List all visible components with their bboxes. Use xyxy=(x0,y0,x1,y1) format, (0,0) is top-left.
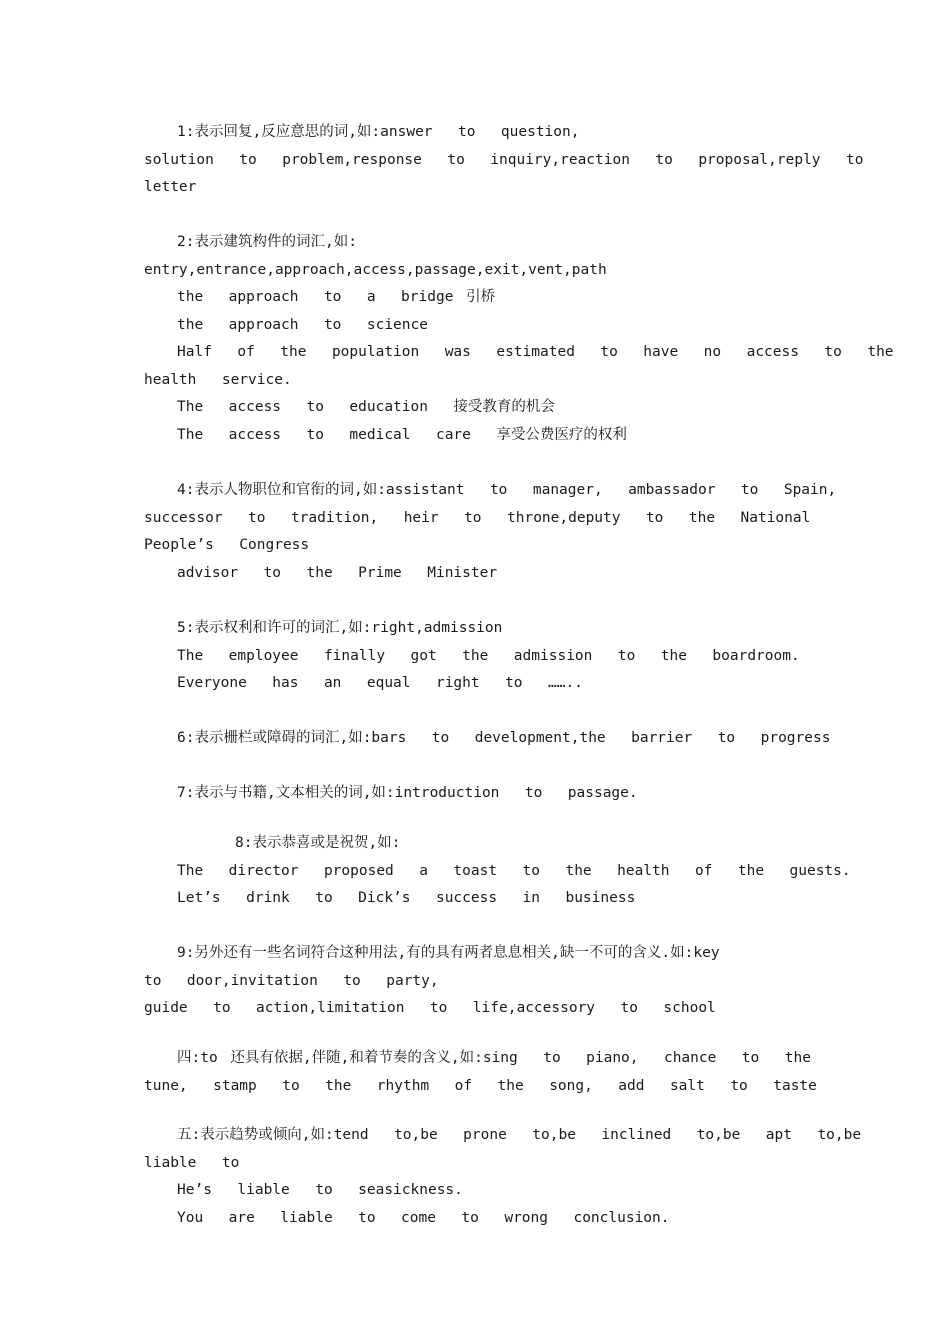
text-line: the approach to a bridge 引桥 xyxy=(177,289,496,305)
text-line: the approach to science xyxy=(177,317,428,333)
text-line: Half of the population was estimated to have no access to the xyxy=(177,344,894,360)
text-line: 五:表示趋势或倾向,如:tend to,be prone to,be inclined to,be apt to,be xyxy=(177,1127,862,1143)
text-line: letter xyxy=(144,179,197,195)
text-line: successor to tradition, heir to throne,deputy to the National xyxy=(144,510,811,526)
text-line: health service. xyxy=(144,372,292,388)
text-line: tune, stamp to the rhythm of the song, add salt to taste xyxy=(144,1078,817,1094)
text-line: liable to xyxy=(144,1155,240,1171)
text-line: He’s liable to seasickness. xyxy=(177,1182,463,1198)
text-line: solution to problem,response to inquiry,reaction to proposal,reply to xyxy=(144,152,864,168)
text-line: guide to action,limitation to life,accessory to school xyxy=(144,1000,716,1016)
text-line: 7:表示与书籍,文本相关的词,如:introduction to passage. xyxy=(177,785,638,801)
text-line: 四:to 还具有依据,伴随,和着节奏的含义,如:sing to piano, chance to the xyxy=(177,1050,811,1066)
text-line: The employee finally got the admission to the boardroom. xyxy=(177,648,800,664)
text-line: 5:表示权利和许可的词汇,如:right,admission xyxy=(177,620,503,636)
text-line: 9:另外还有一些名词符合这种用法,有的具有两者息息相关,缺一不可的含义.如:key xyxy=(177,945,720,961)
text-line: The access to education 接受教育的机会 xyxy=(177,399,555,415)
text-line: 2:表示建筑构件的词汇,如: xyxy=(177,234,357,250)
text-line: 1:表示回复,反应意思的词,如:answer to question, xyxy=(177,124,580,140)
text-line: entry,entrance,approach,access,passage,exit,vent,path xyxy=(144,262,607,278)
text-line: The access to medical care 享受公费医疗的权利 xyxy=(177,427,627,443)
text-line: People’s Congress xyxy=(144,537,310,553)
text-line: to door,invitation to party, xyxy=(144,973,439,989)
text-line: advisor to the Prime Minister xyxy=(177,565,498,581)
text-line: 6:表示栅栏或障碍的词汇,如:bars to development,the barrier to progress xyxy=(177,730,831,746)
text-line: You are liable to come to wrong conclusion. xyxy=(177,1210,670,1226)
text-line: 4:表示人物职位和官衔的词,如:assistant to manager, ambassador to Spain, xyxy=(177,482,837,498)
text-line: 8:表示恭喜或是祝贺,如: xyxy=(235,835,401,851)
text-line: The director proposed a toast to the health of the guests. xyxy=(177,863,851,879)
text-line: Let’s drink to Dick’s success in business xyxy=(177,890,636,906)
text-line: Everyone has an equal right to …….. xyxy=(177,675,583,691)
